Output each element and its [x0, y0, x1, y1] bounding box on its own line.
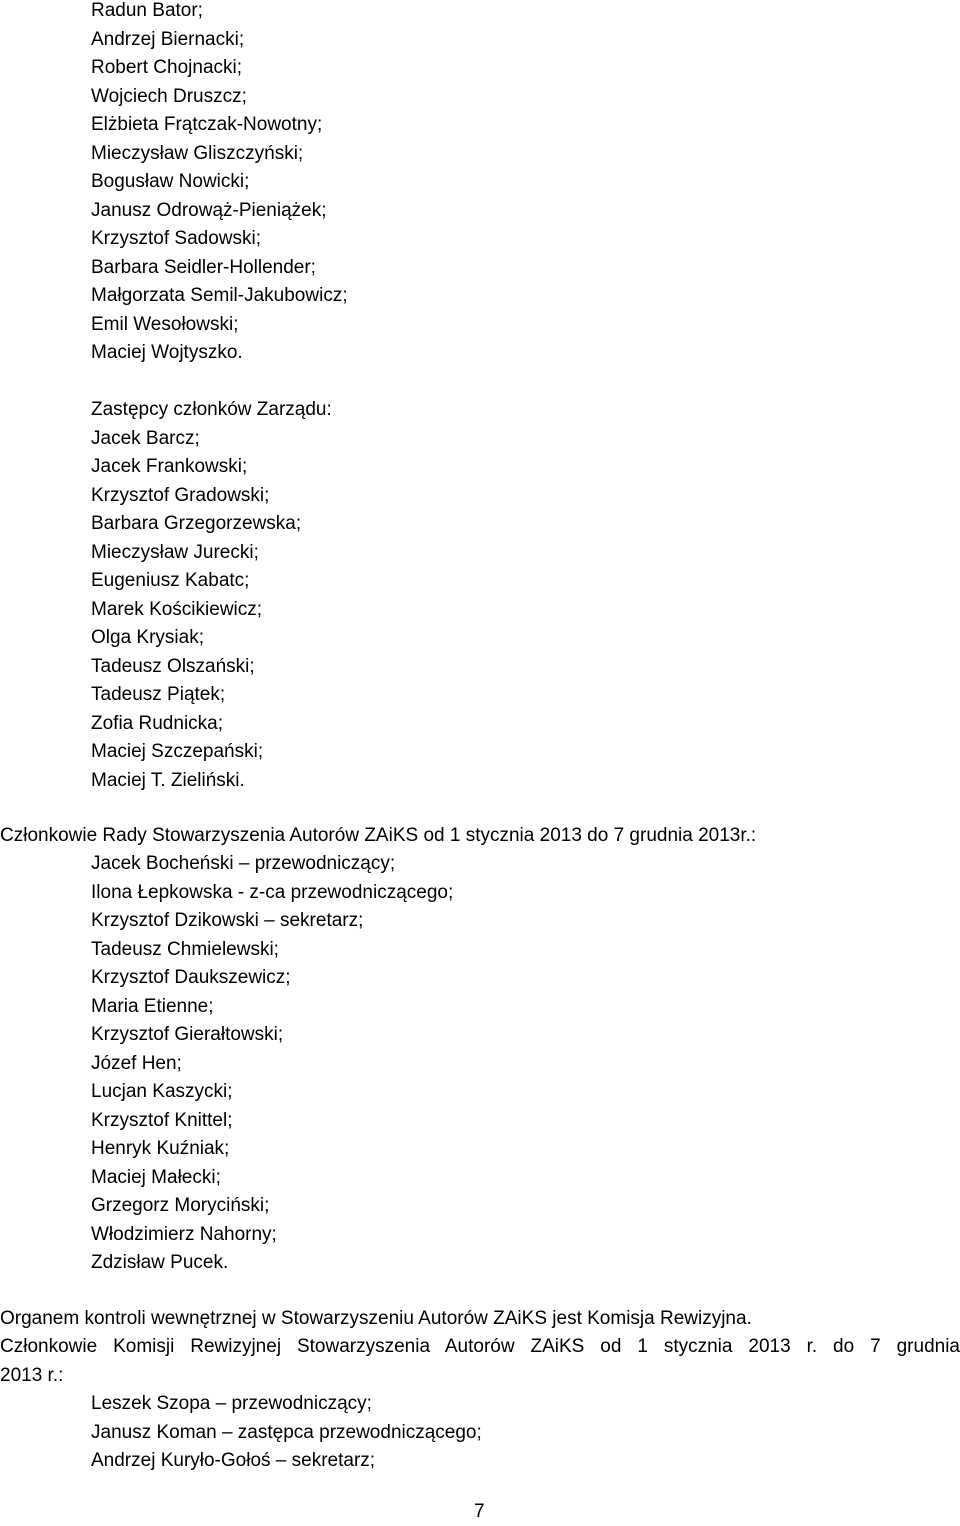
audit-members-list	[91, 1390, 482, 1476]
list-item: Jacek Barcz;	[91, 427, 200, 449]
list-item: Grzegorz Moryciński;	[91, 1195, 270, 1216]
list-item: Jacek Bocheński – przewodniczący;	[91, 853, 396, 874]
deputy-board-list	[91, 396, 332, 795]
list-item: Mieczysław Jurecki;	[91, 541, 259, 563]
list-item: Mieczysław Gliszczyński;	[91, 142, 304, 164]
list-item: Tadeusz Chmielewski;	[91, 938, 279, 960]
list-item: Tadeusz Piątek;	[91, 684, 226, 705]
list-item: Zdzisław Pucek.	[91, 1252, 229, 1273]
list-item: Maciej Wojtyszko.	[91, 342, 243, 363]
council-heading: Członkowie Rady Stowarzyszenia Autorów ZAiKS od 1 stycznia 2013 do 7 grudnia 2013r.:	[0, 825, 757, 846]
audit-intro: Organem kontroli wewnętrznej w Stowarzyszeniu Autorów ZAiKS jest Komisja Rewizyjna.	[0, 1308, 752, 1329]
list-item: Janusz Odrowąż-Pieniążek;	[91, 199, 327, 221]
list-item: Krzysztof Gierałtowski;	[91, 1024, 284, 1045]
list-item: Lucjan Kaszycki;	[91, 1081, 233, 1102]
list-item: Wojciech Druszcz;	[91, 85, 247, 107]
list-item: Maria Etienne;	[91, 995, 214, 1017]
list-item: Krzysztof Daukszewicz;	[91, 967, 291, 988]
list-item: Ilona Łepkowska - z-ca przewodniczącego;	[91, 881, 454, 903]
list-item: Włodzimierz Nahorny;	[91, 1223, 277, 1245]
list-item: Małgorzata Semil-Jakubowicz;	[91, 285, 348, 306]
list-item: Krzysztof Gradowski;	[91, 484, 270, 506]
list-item: Zofia Rudnicka;	[91, 712, 224, 734]
council-members-list	[91, 850, 453, 1278]
audit-heading-line-2: 2013 r.:	[0, 1365, 64, 1386]
list-item: Krzysztof Dzikowski – sekretarz;	[91, 910, 364, 931]
list-item: Maciej Małecki;	[91, 1166, 221, 1188]
list-item: Bogusław Nowicki;	[91, 171, 250, 192]
list-item: Elżbieta Frątczak-Nowotny;	[91, 114, 323, 135]
list-item: Leszek Szopa – przewodniczący;	[91, 1393, 372, 1414]
list-item: Barbara Grzegorzewska;	[91, 513, 302, 534]
deputy-board-heading: Zastępcy członków Zarządu:	[91, 399, 332, 420]
page-number: 7	[474, 1501, 485, 1522]
list-item: Maciej Szczepański;	[91, 741, 264, 762]
list-item: Józef Hen;	[91, 1052, 182, 1074]
list-item: Janusz Koman – zastępca przewodniczącego;	[91, 1421, 482, 1443]
list-item: Marek Kościkiewicz;	[91, 598, 263, 620]
list-item: Barbara Seidler-Hollender;	[91, 256, 316, 278]
list-item: Andrzej Biernacki;	[91, 28, 245, 50]
list-item: Krzysztof Knittel;	[91, 1109, 233, 1131]
list-item: Andrzej Kuryło-Gołoś – sekretarz;	[91, 1450, 376, 1471]
list-item: Jacek Frankowski;	[91, 456, 248, 477]
list-item: Radun Bator;	[91, 0, 203, 21]
board-members-list	[91, 0, 348, 368]
list-item: Eugeniusz Kabatc;	[91, 570, 250, 591]
list-item: Henryk Kuźniak;	[91, 1138, 230, 1159]
list-item: Robert Chojnacki;	[91, 57, 243, 78]
list-item: Tadeusz Olszański;	[91, 655, 255, 677]
list-item: Krzysztof Sadowski;	[91, 228, 261, 249]
list-item: Maciej T. Zieliński.	[91, 769, 245, 791]
list-item: Olga Krysiak;	[91, 627, 204, 648]
list-item: Emil Wesołowski;	[91, 313, 239, 335]
audit-heading-line-1: Członkowie Komisji Rewizyjnej Stowarzyszenia Autorów ZAiKS od 1 stycznia 2013 r. do 7 grudnia	[0, 1336, 960, 1357]
